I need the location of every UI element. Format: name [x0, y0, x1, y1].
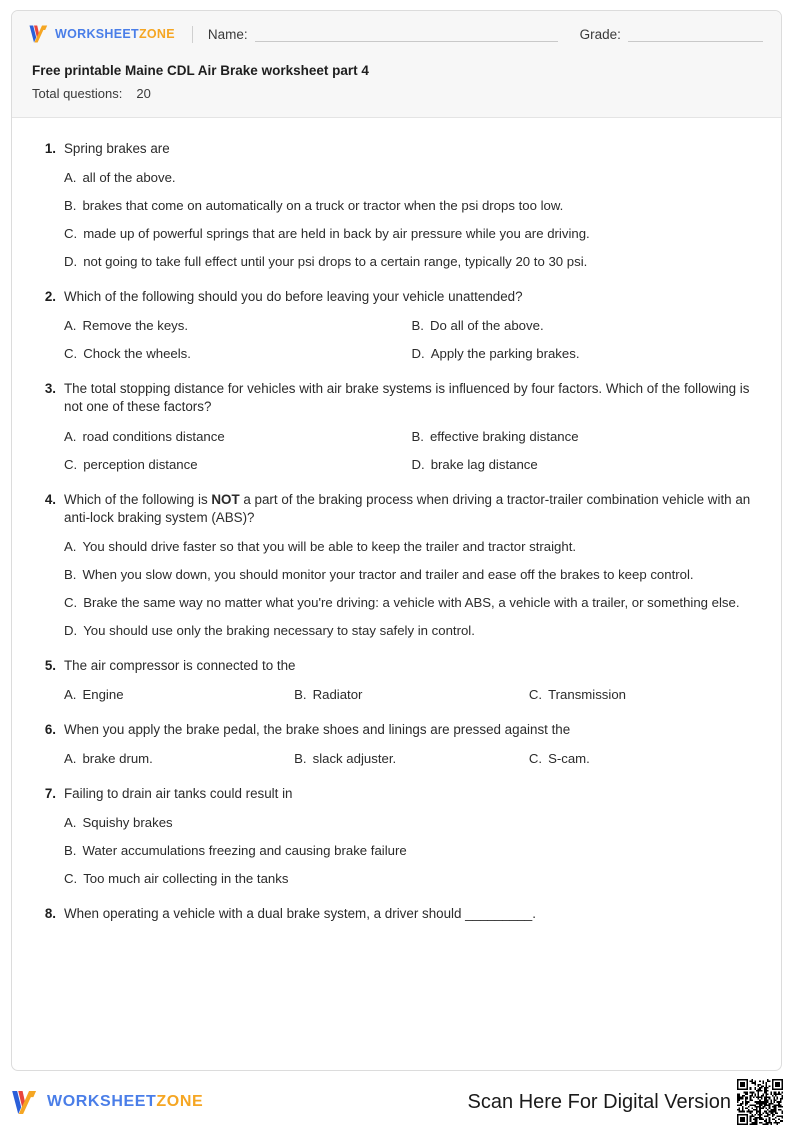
question-text: The total stopping distance for vehicles with air brake systems is influenced by four factors. Which of the following is not one of these factors? — [64, 381, 750, 415]
question-header — [34, 140, 759, 158]
option-row — [64, 814, 759, 832]
question-number: 6. — [44, 721, 56, 737]
question-text — [64, 491, 759, 527]
option-text: Too much air collecting in the tanks — [83, 871, 289, 887]
option-group — [34, 538, 759, 640]
option-text: When you slow down, you should monitor your tractor and trailer and ease off the brakes to keep control. — [82, 566, 694, 582]
question-text-post: a part of the braking process when driving a tractor-trailer combination vehicle with an anti-lock braking system (ABS)? — [64, 491, 751, 525]
option-item[interactable] — [412, 428, 760, 446]
question-text-pre: Which of the following is — [64, 491, 212, 507]
option-item[interactable] — [64, 566, 759, 584]
total-questions-value: 20 — [136, 85, 151, 101]
worksheetzone-logo-icon — [28, 24, 50, 44]
worksheet-title: Free printable Maine CDL Air Brake worksheet part 4 — [32, 63, 369, 78]
option-letter: B. — [64, 566, 77, 582]
option-letter: D. — [411, 456, 425, 472]
option-item[interactable] — [64, 317, 412, 335]
option-letter: B. — [411, 318, 424, 334]
name-label: Name: — [207, 26, 248, 42]
option-group — [34, 750, 759, 768]
question-number: 2. — [44, 289, 56, 305]
option-row — [64, 622, 759, 640]
question-item — [34, 905, 759, 923]
option-letter: C. — [64, 226, 78, 242]
option-row — [64, 538, 759, 556]
option-letter: B. — [294, 686, 307, 702]
question-text: Spring brakes are — [64, 141, 170, 156]
option-letter: B. — [294, 751, 307, 767]
option-letter: A. — [64, 686, 77, 702]
option-letter: C. — [64, 346, 78, 362]
option-item[interactable] — [412, 345, 760, 363]
option-item[interactable] — [64, 253, 759, 271]
question-item — [34, 288, 759, 363]
name-input-line[interactable] — [255, 27, 558, 42]
question-number: 5. — [44, 657, 56, 673]
question-number: 1. — [44, 141, 56, 156]
option-letter: D. — [411, 346, 425, 362]
question-header — [34, 380, 759, 416]
scan-here-text: Scan Here For Digital Version — [467, 1090, 731, 1113]
grade-label: Grade: — [579, 26, 621, 42]
worksheetzone-logo-icon — [10, 1089, 40, 1116]
option-group — [34, 814, 759, 888]
option-item[interactable] — [529, 750, 759, 768]
qr-code-icon[interactable] — [737, 1079, 783, 1125]
question-item — [34, 657, 759, 704]
footer-logo[interactable] — [10, 1089, 203, 1116]
question-header — [34, 288, 759, 306]
option-row — [64, 594, 759, 612]
option-letter: A. — [64, 428, 77, 444]
option-text: made up of powerful springs that are held in back by air pressure while you are driving. — [83, 226, 590, 242]
option-letter: A. — [64, 170, 77, 186]
identity-row — [12, 11, 781, 57]
question-item — [34, 785, 759, 888]
option-text: effective braking distance — [429, 428, 579, 444]
option-row — [64, 566, 759, 584]
header-logo[interactable] — [28, 24, 175, 44]
question-text: Failing to drain air tanks could result in — [64, 786, 293, 802]
option-item[interactable] — [64, 686, 294, 704]
option-text: Do all of the above. — [429, 318, 544, 334]
option-row — [64, 456, 759, 474]
option-row — [64, 225, 759, 243]
option-text: Chock the wheels. — [83, 346, 191, 362]
option-letter: C. — [528, 686, 543, 702]
option-text: not going to take full effect until your psi drops to a certain range, typically 20 to 30 psi. — [83, 254, 588, 270]
option-letter: C. — [64, 871, 78, 887]
option-group — [34, 686, 759, 704]
option-text: all of the above. — [82, 170, 176, 186]
worksheet-card — [11, 10, 782, 1071]
option-text: brake drum. — [82, 751, 153, 767]
option-letter: A. — [64, 751, 77, 767]
question-item — [34, 491, 759, 640]
option-letter: A. — [64, 815, 77, 831]
page-footer — [0, 1082, 793, 1122]
option-group — [34, 428, 759, 474]
question-header — [34, 491, 759, 527]
option-row — [64, 842, 759, 860]
option-row — [64, 686, 759, 704]
question-item — [34, 380, 759, 473]
option-letter: B. — [411, 428, 424, 444]
option-item[interactable] — [64, 870, 759, 888]
option-text: perception distance — [83, 456, 198, 472]
option-letter: B. — [64, 198, 77, 214]
option-letter: B. — [64, 843, 77, 859]
option-item[interactable] — [294, 750, 529, 768]
option-row — [64, 317, 759, 335]
option-text: Water accumulations freezing and causing brake failure — [82, 843, 407, 859]
option-text: You should use only the braking necessary to stay safely in control. — [83, 622, 475, 638]
question-number: 3. — [44, 381, 56, 397]
option-letter: D. — [64, 254, 78, 270]
footer-logo-text-worksheet: WORKSHEET — [47, 1093, 157, 1110]
option-item[interactable] — [64, 169, 759, 187]
option-text: brake lag distance — [430, 456, 538, 472]
option-text: brakes that come on automatically on a truck or tractor when the psi drops too low. — [82, 198, 564, 214]
option-item[interactable] — [412, 317, 760, 335]
total-questions-label: Total questions: — [32, 85, 123, 101]
question-header — [34, 905, 759, 923]
option-letter: C. — [528, 751, 543, 767]
option-item[interactable] — [64, 225, 759, 243]
option-row — [64, 345, 759, 363]
option-row — [64, 197, 759, 215]
option-item[interactable] — [64, 197, 759, 215]
option-item[interactable] — [64, 428, 412, 446]
option-item[interactable] — [64, 750, 294, 768]
question-header — [34, 657, 759, 675]
option-text: Radiator — [312, 686, 363, 702]
question-text: When operating a vehicle with a dual brake system, a driver should _________. — [64, 906, 536, 922]
option-text: Squishy brakes — [82, 815, 173, 831]
option-letter: C. — [64, 594, 78, 610]
option-row — [64, 169, 759, 187]
option-item[interactable] — [529, 686, 759, 704]
option-text: Apply the parking brakes. — [430, 346, 580, 362]
option-item[interactable] — [64, 814, 759, 832]
option-row — [64, 253, 759, 271]
header-logo-text — [55, 27, 175, 41]
question-item — [34, 140, 759, 271]
question-text-emphasis: NOT — [211, 491, 240, 507]
question-text: The air compressor is connected to the — [64, 657, 296, 673]
option-row — [64, 750, 759, 768]
grade-input-line[interactable] — [628, 27, 763, 42]
question-header — [34, 785, 759, 803]
option-item[interactable] — [294, 686, 529, 704]
question-text: Which of the following should you do before leaving your vehicle unattended? — [64, 289, 523, 305]
option-item[interactable] — [64, 456, 412, 474]
option-text: road conditions distance — [82, 428, 225, 444]
question-text: When you apply the brake pedal, the brake shoes and linings are pressed against the — [64, 721, 571, 737]
option-text: Engine — [82, 686, 124, 702]
option-item[interactable] — [412, 456, 760, 474]
option-item[interactable] — [64, 538, 759, 556]
option-text: S-cam. — [548, 751, 590, 767]
option-text: Remove the keys. — [82, 318, 189, 334]
total-questions-row — [32, 86, 763, 101]
header-divider — [192, 26, 193, 43]
option-letter: A. — [64, 318, 77, 334]
option-row — [64, 428, 759, 446]
option-text: Transmission — [548, 686, 626, 702]
footer-logo-text — [47, 1093, 203, 1111]
option-row — [64, 870, 759, 888]
option-group — [34, 169, 759, 271]
questions-list — [12, 118, 781, 950]
option-text: Brake the same way no matter what you're driving: a vehicle with ABS, a vehicle with a trailer, or something else. — [83, 594, 740, 610]
option-letter: D. — [64, 622, 78, 638]
logo-text-zone: ZONE — [138, 27, 175, 41]
option-item[interactable] — [64, 594, 759, 612]
logo-text-worksheet: WORKSHEET — [55, 27, 139, 41]
question-header — [34, 721, 759, 739]
option-text: You should drive faster so that you will be able to keep the trailer and tractor straight. — [82, 538, 577, 554]
worksheet-header — [12, 11, 781, 118]
option-letter: C. — [64, 456, 78, 472]
question-item — [34, 721, 759, 768]
option-letter: A. — [64, 538, 77, 554]
title-block — [12, 57, 781, 101]
option-group — [34, 317, 759, 363]
option-item[interactable] — [64, 622, 759, 640]
question-number: 8. — [44, 906, 56, 922]
option-item[interactable] — [64, 345, 412, 363]
question-number: 4. — [44, 491, 56, 507]
option-item[interactable] — [64, 842, 759, 860]
footer-logo-text-zone: ZONE — [156, 1093, 204, 1110]
option-text: slack adjuster. — [312, 751, 397, 767]
question-number: 7. — [44, 786, 56, 802]
